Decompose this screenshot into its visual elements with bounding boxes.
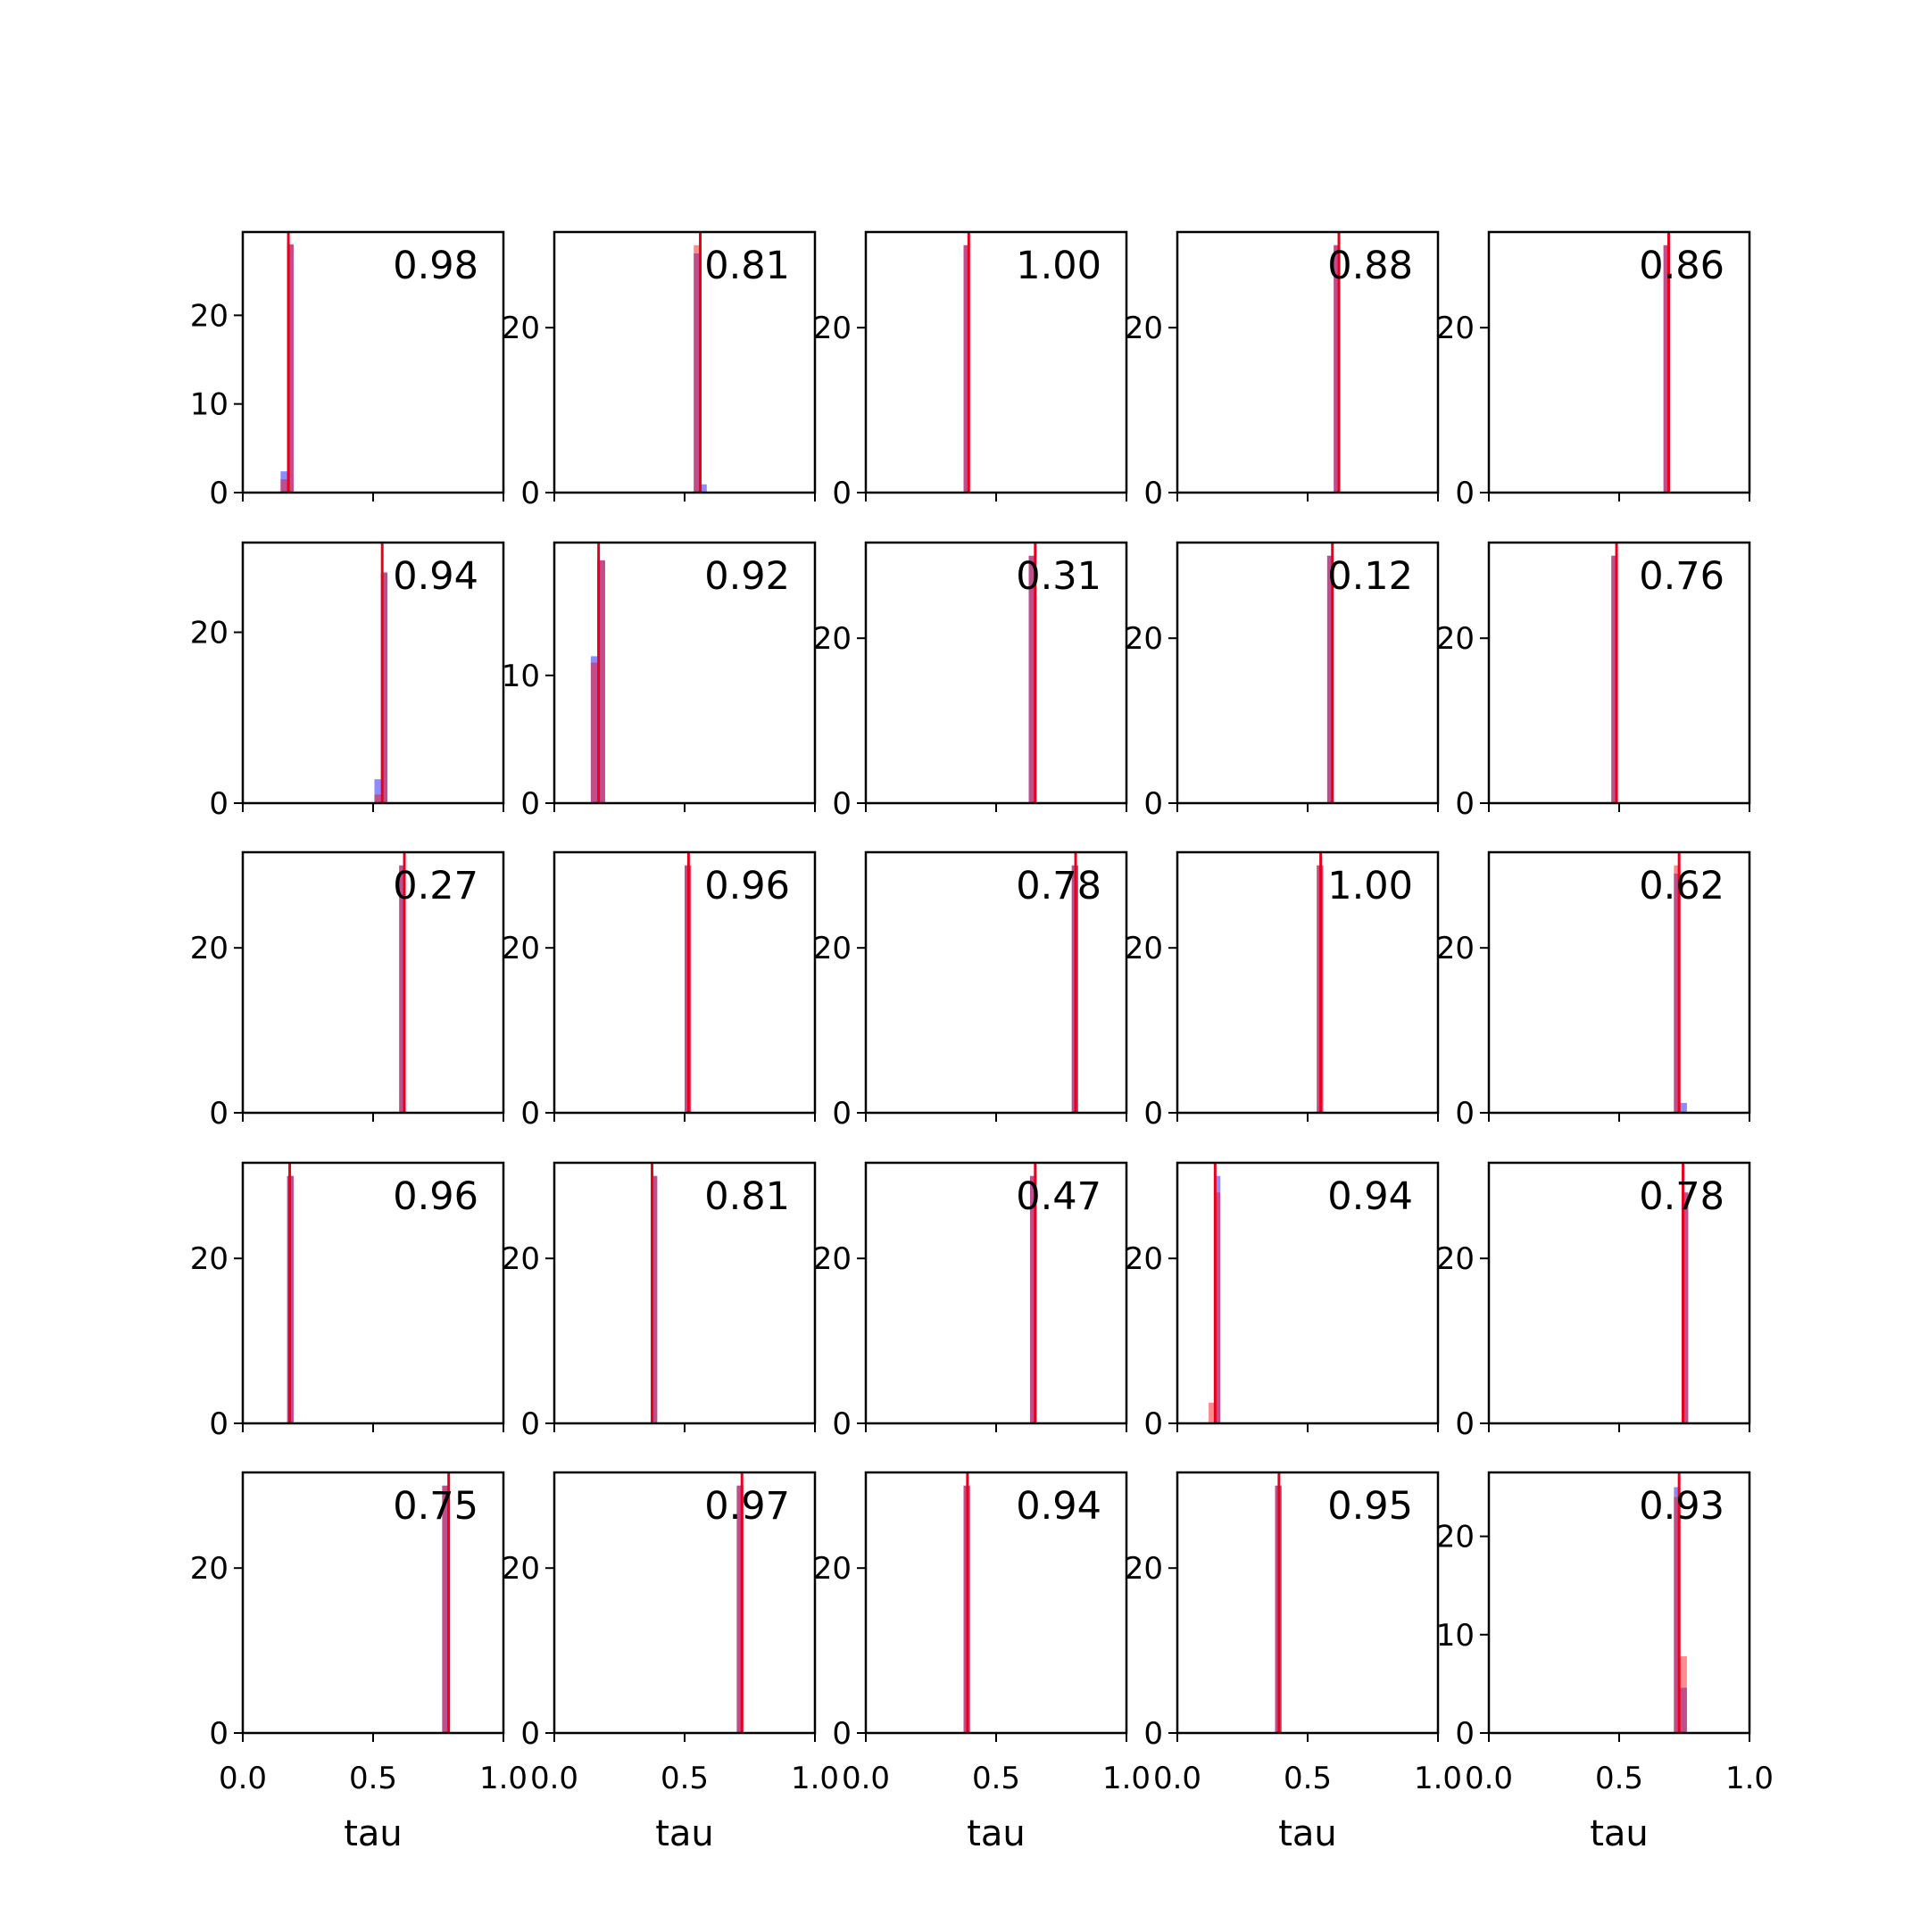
y-tick-label: 20 [1435,1519,1475,1555]
y-tick-label: 0 [520,476,540,511]
panel-annotation: 1.00 [1327,864,1413,908]
x-tick-label: 0.5 [1594,1761,1644,1796]
panel-annotation: 0.81 [704,1174,790,1219]
panel-annotation: 1.00 [1016,244,1101,288]
panel-annotation: 0.47 [1016,1174,1101,1219]
histogram-bar [1681,1656,1687,1733]
panel-annotation: 0.62 [1639,864,1724,908]
y-tick-label: 20 [1124,621,1163,658]
y-tick-label: 20 [812,621,852,658]
y-tick-label: 0 [832,1096,852,1132]
panel-annotation: 0.92 [704,554,790,599]
x-axis-label: tau [344,1813,403,1854]
y-tick-label: 0 [1143,476,1163,511]
y-tick-label: 0 [209,1406,229,1442]
y-tick-label: 0 [1455,1716,1475,1752]
panel-annotation: 0.93 [1639,1484,1724,1529]
y-tick-label: 20 [812,931,852,967]
y-tick-label: 0 [520,1716,540,1752]
y-tick-label: 20 [1435,311,1475,347]
x-tick-label: 0.5 [660,1761,710,1796]
y-tick-label: 20 [189,615,229,651]
y-tick-label: 20 [812,1241,852,1278]
y-tick-label: 0 [520,1096,540,1132]
y-tick-label: 0 [209,786,229,822]
y-tick-label: 20 [1435,621,1475,658]
y-tick-label: 0 [209,476,229,511]
y-tick-label: 0 [1143,1406,1163,1442]
y-tick-label: 20 [189,298,229,335]
panel-annotation: 0.12 [1327,554,1413,599]
x-axis-label: tau [967,1813,1026,1854]
x-axis-label: tau [1590,1813,1649,1854]
panel-annotation: 0.75 [393,1484,478,1529]
y-tick-label: 0 [832,476,852,511]
y-tick-label: 0 [520,786,540,822]
y-tick-label: 0 [209,1716,229,1752]
y-tick-label: 0 [520,1406,540,1442]
panel-annotation: 0.86 [1639,244,1724,288]
panel-annotation: 0.78 [1016,864,1101,908]
y-tick-label: 0 [1455,1096,1475,1132]
x-tick-label: 1.0 [790,1761,840,1796]
panel-annotation: 0.88 [1327,244,1413,288]
y-tick-label: 20 [812,1551,852,1588]
panel-annotation: 0.81 [704,244,790,288]
y-tick-label: 10 [189,386,229,423]
y-tick-label: 20 [501,931,540,967]
panel-annotation: 0.94 [1327,1174,1413,1219]
panel-annotation: 0.96 [393,1174,478,1219]
y-tick-label: 0 [1143,786,1163,822]
panel-annotation: 0.76 [1639,554,1724,599]
x-tick-label: 1.0 [478,1761,528,1796]
y-tick-label: 0 [832,1406,852,1442]
y-tick-label: 20 [501,1551,540,1588]
panel-annotation: 0.95 [1327,1484,1413,1529]
panel-annotation: 0.98 [393,244,478,288]
y-tick-label: 20 [1435,1241,1475,1278]
x-tick-label: 1.0 [1101,1761,1151,1796]
y-tick-label: 20 [1124,311,1163,347]
x-tick-label: 0.0 [1464,1761,1514,1796]
panel-annotation: 0.31 [1016,554,1101,599]
y-tick-label: 0 [832,786,852,822]
y-tick-label: 10 [501,658,540,694]
histogram-bar [1681,1103,1687,1113]
histogram-bar [591,663,597,803]
y-tick-label: 10 [1435,1617,1475,1654]
x-axis-label: tau [655,1813,714,1854]
y-tick-label: 20 [1124,1551,1163,1588]
histogram-bar [374,794,380,803]
y-tick-label: 0 [1143,1096,1163,1132]
panel-annotation: 0.96 [704,864,790,908]
panel-annotation: 0.97 [704,1484,790,1529]
y-tick-label: 20 [812,311,852,347]
y-tick-label: 20 [189,931,229,967]
x-tick-label: 0.0 [1152,1761,1202,1796]
x-tick-label: 0.5 [971,1761,1021,1796]
y-tick-label: 20 [1435,931,1475,967]
x-tick-label: 1.0 [1724,1761,1774,1796]
histogram-bar [280,479,287,493]
panel-annotation: 0.94 [1016,1484,1101,1529]
y-tick-label: 0 [1143,1716,1163,1752]
y-tick-label: 20 [1124,1241,1163,1278]
panel-annotation: 0.27 [393,864,478,908]
x-tick-label: 0.5 [1283,1761,1333,1796]
x-tick-label: 0.0 [841,1761,891,1796]
x-axis-label: tau [1278,1813,1337,1854]
x-tick-label: 0.5 [348,1761,398,1796]
y-tick-label: 0 [1455,1406,1475,1442]
y-tick-label: 0 [1455,476,1475,511]
y-tick-label: 0 [1455,786,1475,822]
x-tick-label: 0.0 [529,1761,579,1796]
y-tick-label: 20 [189,1551,229,1588]
y-tick-label: 0 [209,1096,229,1132]
panel-annotation: 0.78 [1639,1174,1724,1219]
x-tick-label: 0.0 [218,1761,268,1796]
y-tick-label: 0 [832,1716,852,1752]
y-tick-label: 20 [501,311,540,347]
x-tick-label: 1.0 [1413,1761,1463,1796]
y-tick-label: 20 [189,1241,229,1278]
y-tick-label: 20 [501,1241,540,1278]
y-tick-label: 20 [1124,931,1163,967]
panel-annotation: 0.94 [393,554,478,599]
